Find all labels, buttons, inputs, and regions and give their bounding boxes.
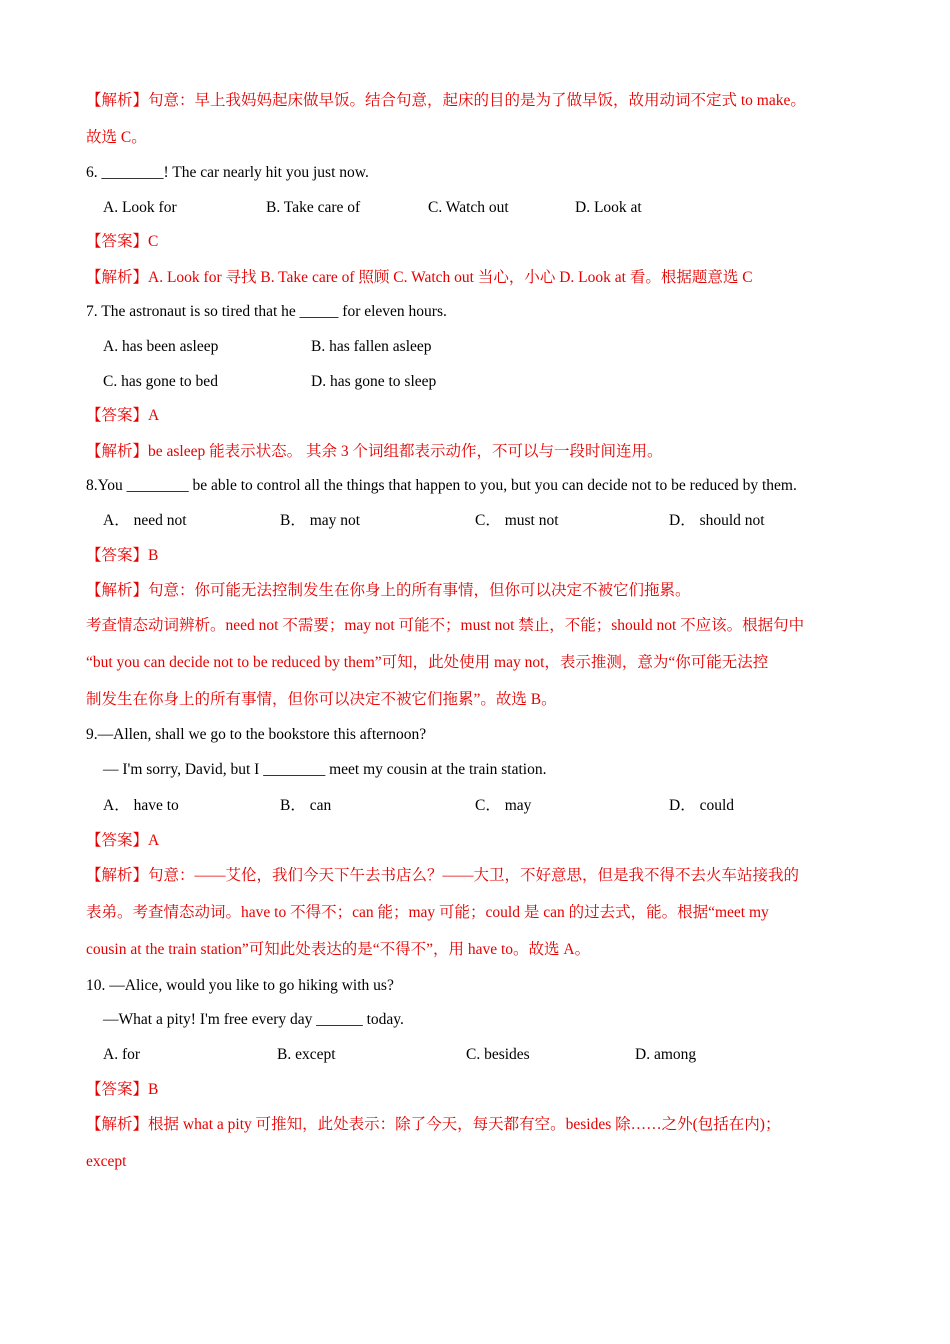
q6-option-a: A. Look for: [103, 199, 177, 216]
q10-option-c: C. besides: [466, 1046, 530, 1063]
q8-answer: 【答案】B: [86, 547, 159, 564]
q9-explanation-line-2: 表弟。考查情态动词。have to 不得不；can 能；may 可能；could 是 can 的过去式，能。根据“meet my: [86, 904, 769, 921]
q10-explanation-line-1: 【解析】根据 what a pity 可推知，此处表示：除了今天，每天都有空。besides 除……之外(包括在内)；: [86, 1116, 781, 1133]
q8-option-c: C． must not: [475, 512, 559, 529]
q6-option-b: B. Take care of: [266, 199, 361, 216]
q8-stem: 8.You ________ be able to control all the things that happen to you, but you can decide not to be reduced by them.: [86, 477, 797, 494]
q5-explanation-line-2: 故选 C。: [86, 129, 147, 146]
q8-explanation-line-3: “but you can decide not to be reduced by them”可知，此处使用 may not，表示推测，意为“你可能无法控: [86, 654, 769, 671]
q10-explanation-line-2: except: [86, 1153, 127, 1170]
q6-option-c: C. Watch out: [428, 199, 509, 216]
q9-option-d: D． could: [669, 797, 735, 814]
q9-explanation-line-1: 【解析】句意：——艾伦，我们今天下午去书店么？——大卫，不好意思，但是我不得不去火车站接我的: [86, 867, 800, 884]
q9-option-c: C． may: [475, 797, 532, 814]
q7-explanation: 【解析】be asleep 能表示状态。 其余 3 个词组都表示动作，不可以与一段时间连用。: [86, 443, 663, 460]
q9-explanation-line-3: cousin at the train station”可知此处表达的是“不得不”，用 have to。故选 A。: [86, 941, 591, 958]
q8-explanation-line-4: 制发生在你身上的所有事情，但你可以决定不被它们拖累”。故选 B。: [86, 691, 557, 708]
q8-explanation-line-1: 【解析】句意：你可能无法控制发生在你身上的所有事情，但你可以决定不被它们拖累。: [86, 582, 691, 599]
q7-stem: 7. The astronaut is so tired that he _____ for eleven hours.: [86, 303, 447, 320]
q10-stem-response: —What a pity! I'm free every day ______ today.: [103, 1011, 404, 1028]
q9-option-b: B． can: [280, 797, 332, 814]
q10-stem: 10. —Alice, would you like to go hiking with us?: [86, 977, 394, 994]
q5-explanation-line-1: 【解析】句意：早上我妈妈起床做早饭。结合句意，起床的目的是为了做早饭，故用动词不定式 to make。: [86, 92, 806, 109]
q6-stem: 6. ________! The car nearly hit you just now.: [86, 164, 369, 181]
q6-explanation: 【解析】A. Look for 寻找 B. Take care of 照顾 C. Watch out 当心，小心 D. Look at 看。根据题意选 C: [86, 269, 753, 286]
q10-option-d: D. among: [635, 1046, 697, 1063]
q8-option-d: D． should not: [669, 512, 765, 529]
q9-answer: 【答案】A: [86, 832, 160, 849]
q10-answer: 【答案】B: [86, 1081, 159, 1098]
q9-stem: 9.—Allen, shall we go to the bookstore this afternoon?: [86, 726, 427, 743]
q9-option-a: A． have to: [103, 797, 179, 814]
q7-option-b: B. has fallen asleep: [311, 338, 432, 355]
q6-answer: 【答案】C: [86, 233, 159, 250]
q7-option-a: A. has been asleep: [103, 338, 219, 355]
q8-explanation-line-2: 考查情态动词辨析。need not 不需要；may not 可能不；must not 禁止，不能；should not 不应该。根据句中: [86, 617, 805, 634]
q8-option-b: B． may not: [280, 512, 361, 529]
q8-option-a: A． need not: [103, 512, 187, 529]
q10-option-a: A. for: [103, 1046, 141, 1063]
q10-option-b: B. except: [277, 1046, 336, 1063]
q7-answer: 【答案】A: [86, 407, 160, 424]
q6-option-d: D. Look at: [575, 199, 642, 216]
q7-option-c: C. has gone to bed: [103, 373, 218, 390]
q9-stem-response: — I'm sorry, David, but I ________ meet my cousin at the train station.: [103, 761, 547, 778]
q7-option-d: D. has gone to sleep: [311, 373, 437, 390]
